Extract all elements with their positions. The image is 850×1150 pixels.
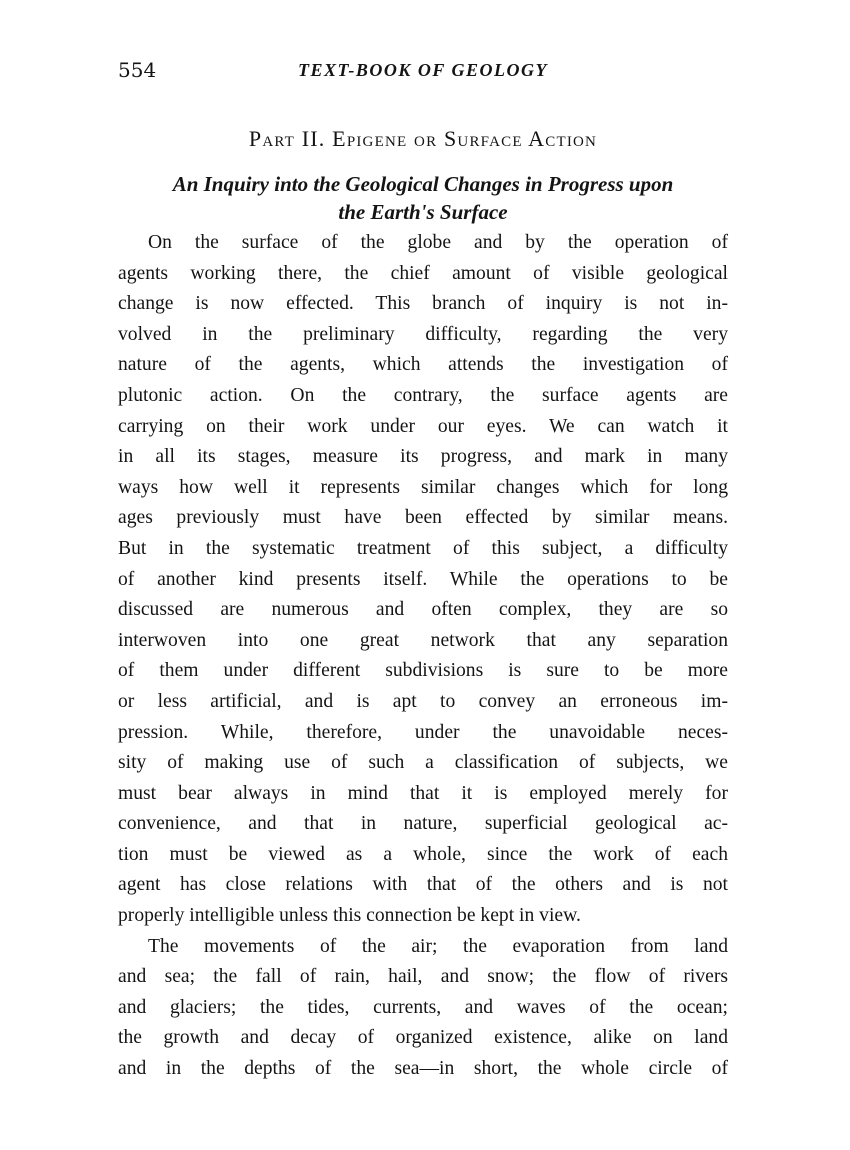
text-line: of them under different subdivisions is sure to be more	[118, 660, 728, 682]
text-line: in all its stages, measure its progress, and mark in many	[118, 446, 728, 468]
text-line: properly intelligible unless this connection be kept in view.	[118, 905, 581, 927]
text-line: change is now effected. This branch of inquiry is not in-	[118, 293, 728, 315]
text-line: The movements of the air; the evaporation from land	[148, 935, 728, 957]
text-line: or less artificial, and is apt to convey an erroneous im-	[118, 690, 728, 712]
paragraph-2	[118, 932, 728, 1085]
text-line: and in the depths of the sea—in short, the whole circle of	[118, 1058, 728, 1080]
text-line: and sea; the fall of rain, hail, and snow; the flow of rivers	[118, 966, 728, 988]
text-line: of another kind presents itself. While the operations to be	[118, 568, 728, 590]
text-line: volved in the preliminary difficulty, regarding the very	[118, 323, 728, 345]
page-number: 554	[118, 58, 157, 82]
body-text	[118, 228, 728, 1085]
book-title: TEXT-BOOK OF GEOLOGY	[297, 60, 549, 80]
text-line: agent has close relations with that of the others and is not	[118, 874, 728, 896]
text-line: discussed are numerous and often complex, they are so	[118, 599, 728, 621]
text-line: nature of the agents, which attends the investigation of	[118, 354, 728, 376]
text-line: plutonic action. On the contrary, the surface agents are	[118, 384, 728, 406]
text-line: interwoven into one great network that any separation	[118, 629, 728, 651]
text-line: ages previously must have been effected by similar means.	[118, 507, 728, 529]
section-subtitle	[118, 170, 728, 226]
text-line: sity of making use of such a classification of subjects, we	[118, 752, 728, 774]
text-line: pression. While, therefore, under the unavoidable neces-	[118, 721, 728, 743]
paragraph-1	[118, 228, 728, 932]
running-head	[118, 58, 728, 88]
text-line: agents working there, the chief amount of visible geological	[118, 262, 728, 284]
subtitle-line: the Earth's Surface	[338, 200, 508, 224]
text-line: ways how well it represents similar changes which for long	[118, 476, 728, 498]
text-line: the growth and decay of organized existence, alike on land	[118, 1027, 728, 1049]
text-line: convenience, and that in nature, superficial geological ac-	[118, 813, 728, 835]
text-line: carrying on their work under our eyes. We can watch it	[118, 415, 728, 437]
subtitle-line: An Inquiry into the Geological Changes in Progress upon	[172, 172, 674, 196]
text-line: On the surface of the globe and by the operation of	[148, 232, 728, 253]
part-heading: Part II. Epigene or Surface Action	[248, 126, 598, 151]
text-line: and glaciers; the tides, currents, and waves of the ocean;	[118, 996, 728, 1018]
text-line: But in the systematic treatment of this subject, a difficulty	[118, 537, 728, 559]
text-line: tion must be viewed as a whole, since the work of each	[118, 843, 728, 865]
text-line: must bear always in mind that it is employed merely for	[118, 782, 728, 804]
